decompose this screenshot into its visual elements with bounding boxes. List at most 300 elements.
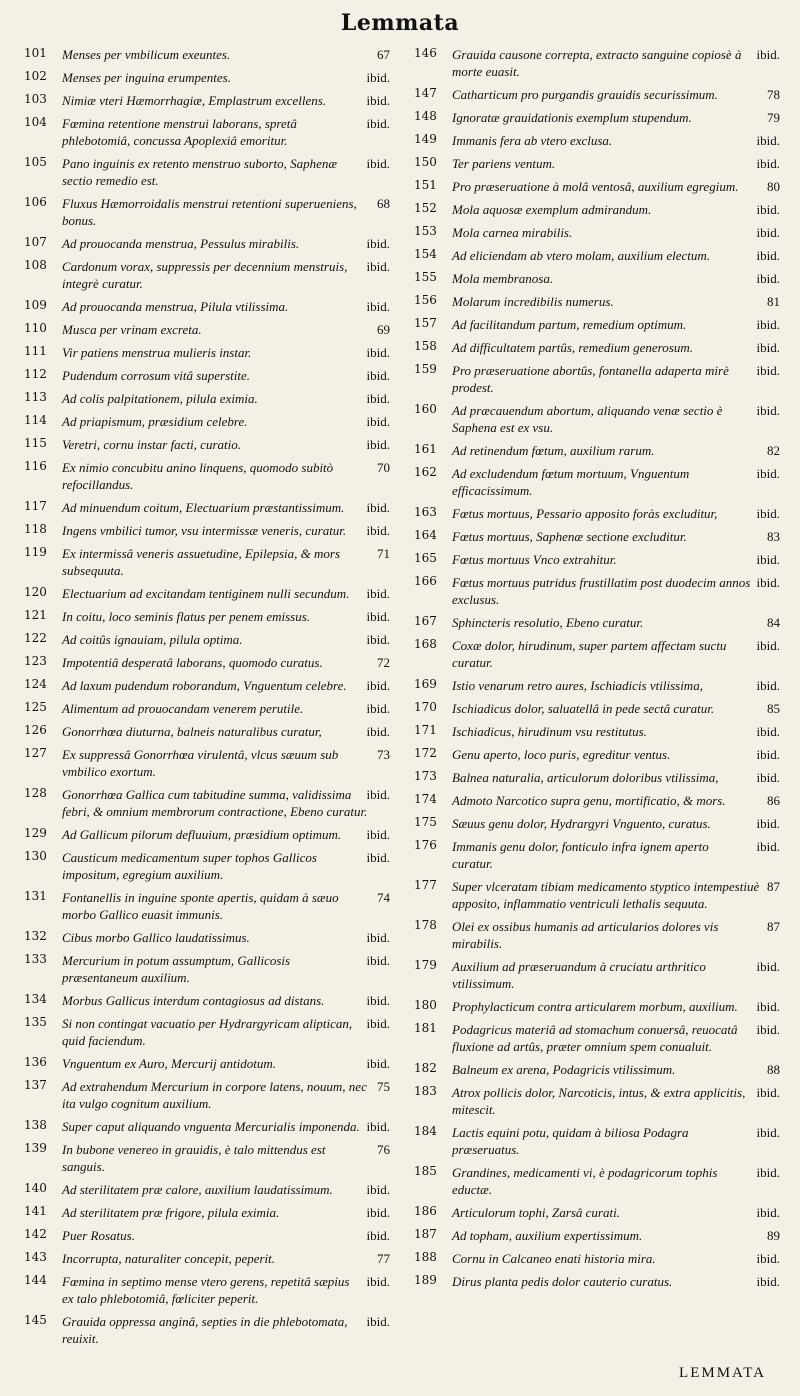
entry-number: 170 — [414, 700, 437, 714]
entry-body — [452, 1021, 780, 1055]
entry-body — [452, 442, 780, 459]
index-entry — [24, 1204, 390, 1221]
index-entry — [414, 201, 780, 218]
entry-number: 186 — [414, 1204, 437, 1218]
entry-text: Lactis equini potu, quidam à biliosa Podagra præseruatus. — [452, 1125, 689, 1157]
index-entry — [24, 1273, 390, 1307]
entry-page-ref: ibid. — [756, 1274, 780, 1289]
entry-body — [452, 1061, 780, 1078]
index-entry — [414, 677, 780, 694]
entry-body — [452, 769, 780, 786]
entry-body — [452, 132, 780, 149]
entry-body — [62, 69, 390, 86]
entry-number: 117 — [24, 499, 47, 513]
entry-page-ref: ibid. — [366, 787, 390, 802]
entry-text: Ex suppressâ Gonorrhœa virulentâ, vlcus sæuum sub vmbilico exortum. — [62, 747, 339, 779]
index-entry — [414, 1124, 780, 1158]
entry-text: Super vlceratam tibiam medicamento styptico intempestiuè apposito, inflammatio ventriculi lethalis sequuta. — [452, 879, 760, 911]
entry-text: Genu aperto, loco puris, egreditur ventus. — [452, 747, 671, 762]
entry-page-ref: ibid. — [756, 225, 780, 240]
index-entry — [414, 109, 780, 126]
entry-page-ref: ibid. — [756, 959, 780, 974]
entry-body — [62, 1313, 390, 1347]
entry-text: Ad difficultatem partûs, remedium generosum. — [452, 340, 693, 355]
entry-page-ref: ibid. — [366, 500, 390, 515]
entry-body — [452, 1124, 780, 1158]
entry-page-ref: ibid. — [756, 678, 780, 693]
entry-text: Ad coitûs ignauiam, pilula optima. — [62, 632, 243, 647]
entry-text: Ad laxum pudendum roborandum, Vnguentum celebre. — [62, 678, 347, 693]
index-entry — [414, 442, 780, 459]
entry-body — [62, 585, 390, 602]
entry-text: Ad facilitandum partum, remedium optimum. — [452, 317, 687, 332]
entry-number: 180 — [414, 998, 437, 1012]
index-entry — [414, 402, 780, 436]
entry-number: 146 — [414, 46, 437, 60]
index-entry — [24, 889, 390, 923]
entry-page-ref: ibid. — [366, 1228, 390, 1243]
entry-body — [62, 522, 390, 539]
index-column-left — [24, 46, 390, 1353]
index-entry — [24, 1118, 390, 1135]
entry-text: Mola aquosæ exemplum admirandum. — [452, 202, 652, 217]
entry-text: Ad topham, auxilium expertissimum. — [452, 1228, 643, 1243]
entry-body — [62, 155, 390, 189]
entry-body — [452, 201, 780, 218]
entry-page-ref: ibid. — [756, 506, 780, 521]
index-entry — [414, 998, 780, 1015]
index-entry — [414, 465, 780, 499]
entry-page-ref: ibid. — [756, 747, 780, 762]
index-entry — [24, 522, 390, 539]
entry-number: 149 — [414, 132, 437, 146]
entry-text: Ad excludendum fœtum mortuum, Vnguentum efficacissimum. — [452, 466, 690, 498]
entry-body — [452, 293, 780, 310]
entry-number: 112 — [24, 367, 47, 381]
entry-body — [62, 826, 390, 843]
entry-number: 124 — [24, 677, 47, 691]
entry-number: 174 — [414, 792, 437, 806]
entry-number: 133 — [24, 952, 47, 966]
entry-body — [62, 390, 390, 407]
entry-page-ref: 71 — [377, 546, 390, 561]
entry-text: Admoto Narcotico supra genu, mortificatio, & mors. — [452, 793, 726, 808]
index-entry — [24, 1015, 390, 1049]
entry-body — [452, 815, 780, 832]
entry-body — [62, 700, 390, 717]
entry-page-ref: ibid. — [366, 368, 390, 383]
entry-body — [452, 109, 780, 126]
entry-text: Pro præseruatione abortûs, fontanella adaperta mirè prodest. — [452, 363, 729, 395]
entry-number: 110 — [24, 321, 47, 335]
index-entry — [414, 918, 780, 952]
entry-number: 169 — [414, 677, 437, 691]
entry-text: Fœtus mortuus, Saphenæ sectione excluditur. — [452, 529, 687, 544]
entry-text: Dirus planta pedis dolor cauterio curatus. — [452, 1274, 673, 1289]
entry-text: Fœtus mortuus, Pessario apposito foràs excluditur, — [452, 506, 718, 521]
entry-number: 115 — [24, 436, 47, 450]
entry-body — [62, 459, 390, 493]
entry-text: Pano inguinis ex retento menstruo suborto, Saphenæ sectio remedio est. — [62, 156, 338, 188]
entry-number: 128 — [24, 786, 47, 800]
entry-page-ref: ibid. — [366, 1182, 390, 1197]
entry-page-ref: 87 — [767, 919, 780, 934]
index-entry — [24, 1078, 390, 1112]
entry-body — [452, 746, 780, 763]
index-entry — [24, 992, 390, 1009]
entry-number: 129 — [24, 826, 47, 840]
entry-text: Fœmina retentione menstrui laborans, spretâ phlebotomiâ, concussa Apoplexiâ emoritur. — [62, 116, 297, 148]
entry-text: Ad Gallicum pilorum defluuium, præsidium optimum. — [62, 827, 342, 842]
entry-page-ref: ibid. — [756, 839, 780, 854]
index-entry — [414, 700, 780, 717]
entry-number: 173 — [414, 769, 437, 783]
entry-page-ref: ibid. — [366, 116, 390, 131]
entry-body — [452, 224, 780, 241]
index-entry — [414, 551, 780, 568]
entry-page-ref: ibid. — [756, 552, 780, 567]
entry-body — [62, 1227, 390, 1244]
entry-body — [62, 1273, 390, 1307]
entry-body — [452, 155, 780, 172]
entry-text: Puer Rosatus. — [62, 1228, 135, 1243]
entry-number: 139 — [24, 1141, 47, 1155]
entry-number: 153 — [414, 224, 437, 238]
entry-body — [62, 92, 390, 109]
entry-text: Catharticum pro purgandis grauidis securissimum. — [452, 87, 718, 102]
index-entry — [24, 367, 390, 384]
entry-page-ref: 82 — [767, 443, 780, 458]
entry-number: 108 — [24, 258, 47, 272]
entry-number: 120 — [24, 585, 47, 599]
entry-page-ref: 87 — [767, 879, 780, 894]
index-entry — [24, 746, 390, 780]
entry-page-ref: 80 — [767, 179, 780, 194]
index-entry — [414, 155, 780, 172]
index-entry — [414, 815, 780, 832]
entry-number: 155 — [414, 270, 437, 284]
entry-number: 136 — [24, 1055, 47, 1069]
entry-text: Immanis fera ab vtero exclusa. — [452, 133, 613, 148]
entry-page-ref: ibid. — [366, 414, 390, 429]
entry-text: Gonorrhœa diuturna, balneis naturalibus curatur, — [62, 724, 322, 739]
entry-page-ref: ibid. — [756, 770, 780, 785]
entry-page-ref: ibid. — [756, 638, 780, 653]
entry-text: Menses per inguina erumpentes. — [62, 70, 231, 85]
entry-page-ref: ibid. — [756, 156, 780, 171]
entry-number: 189 — [414, 1273, 437, 1287]
entry-page-ref: ibid. — [756, 1251, 780, 1266]
entry-body — [452, 339, 780, 356]
entry-body — [452, 998, 780, 1015]
entry-text: Balnea naturalia, articulorum doloribus vtilissima, — [452, 770, 719, 785]
entry-text: Alimentum ad prouocandam venerem perutile. — [62, 701, 304, 716]
index-entry — [414, 132, 780, 149]
entry-text: Nimiæ vteri Hæmorrhagiæ, Emplastrum excellens. — [62, 93, 327, 108]
entry-body — [62, 46, 390, 63]
entry-text: Grauida causone correpta, extracto sanguine copiosè à morte euasit. — [452, 47, 742, 79]
entry-text: Molarum incredibilis numerus. — [452, 294, 614, 309]
entry-page-ref: ibid. — [756, 816, 780, 831]
entry-number: 168 — [414, 637, 437, 651]
entry-page-ref: ibid. — [366, 1016, 390, 1031]
index-entry — [414, 614, 780, 631]
entry-page-ref: ibid. — [756, 1022, 780, 1037]
entry-text: Fœmina in septimo mense vtero gerens, repetitâ sæpius ex talo phlebotomiâ, fœliciter peperit. — [62, 1274, 350, 1306]
index-entry — [24, 195, 390, 229]
entry-text: Prophylacticum contra articularem morbum, auxilium. — [452, 999, 738, 1014]
entry-text: Cornu in Calcaneo enati historia mira. — [452, 1251, 656, 1266]
entry-number: 151 — [414, 178, 437, 192]
entry-number: 175 — [414, 815, 437, 829]
entry-number: 103 — [24, 92, 47, 106]
entry-number: 183 — [414, 1084, 437, 1098]
entry-text: Menses per vmbilicum exeuntes. — [62, 47, 231, 62]
entry-body — [62, 413, 390, 430]
entry-page-ref: 67 — [377, 47, 390, 62]
entry-number: 102 — [24, 69, 47, 83]
entry-page-ref: 73 — [377, 747, 390, 762]
entry-page-ref: ibid. — [756, 271, 780, 286]
entry-body — [452, 574, 780, 608]
index-entry — [24, 929, 390, 946]
entry-body — [452, 614, 780, 631]
index-entry — [414, 637, 780, 671]
entry-page-ref: ibid. — [756, 1125, 780, 1140]
entry-number: 157 — [414, 316, 437, 330]
entry-page-ref: ibid. — [366, 236, 390, 251]
entry-number: 165 — [414, 551, 437, 565]
entry-page-ref: ibid. — [366, 523, 390, 538]
entry-text: Ad prouocanda menstrua, Pessulus mirabilis. — [62, 236, 300, 251]
entry-body — [452, 528, 780, 545]
entry-number: 104 — [24, 115, 47, 129]
entry-page-ref: ibid. — [366, 827, 390, 842]
entry-body — [62, 298, 390, 315]
entry-text: Auxilium ad præseruandum à cruciatu arthritico vtilissimum. — [452, 959, 706, 991]
entry-page-ref: ibid. — [366, 1274, 390, 1289]
entry-page-ref: 74 — [377, 890, 390, 905]
index-entry — [414, 293, 780, 310]
index-entry — [414, 1227, 780, 1244]
entry-number: 119 — [24, 545, 47, 559]
index-entry — [414, 838, 780, 872]
entry-number: 106 — [24, 195, 47, 209]
entry-body — [452, 1164, 780, 1198]
entry-text: Causticum medicamentum super tophos Gallicos impositum, egregium auxilium. — [62, 850, 317, 882]
entry-text: Cibus morbo Gallico laudatissimus. — [62, 930, 250, 945]
entry-body — [452, 723, 780, 740]
entry-text: Ischiadicus, hirudinum vsu restitutus. — [452, 724, 647, 739]
entry-body — [62, 1204, 390, 1221]
entry-number: 177 — [414, 878, 437, 892]
entry-text: Ignoratæ grauidationis exemplum stupendum. — [452, 110, 692, 125]
entry-text: Incorrupta, naturaliter concepit, peperit. — [62, 1251, 276, 1266]
index-entry — [414, 270, 780, 287]
entry-page-ref: ibid. — [756, 1085, 780, 1100]
entry-page-ref: 69 — [377, 322, 390, 337]
entry-body — [62, 258, 390, 292]
entry-page-ref: ibid. — [366, 953, 390, 968]
index-entry — [414, 86, 780, 103]
entry-page-ref: ibid. — [756, 317, 780, 332]
index-entry — [24, 631, 390, 648]
entry-page-ref: 78 — [767, 87, 780, 102]
index-entry — [24, 654, 390, 671]
entry-text: Grandines, medicamenti vi, è podagricorum tophis eductæ. — [452, 1165, 718, 1197]
entry-text: Ad retinendum fœtum, auxilium rarum. — [452, 443, 655, 458]
entry-text: Fœtus mortuus putridus frustillatim post duodecim annos exclusus. — [452, 575, 751, 607]
index-entry — [24, 344, 390, 361]
index-entry — [414, 247, 780, 264]
entry-page-ref: ibid. — [366, 299, 390, 314]
entry-text: Ad extrahendum Mercurium in corpore latens, nouum, nec ita vulgo cognitum auxilium. — [62, 1079, 367, 1111]
index-entry — [24, 677, 390, 694]
index-entry — [24, 499, 390, 516]
entry-page-ref: 86 — [767, 793, 780, 808]
entry-number: 141 — [24, 1204, 47, 1218]
index-entry — [414, 505, 780, 522]
entry-number: 147 — [414, 86, 437, 100]
index-entry — [24, 459, 390, 493]
entry-body — [452, 1227, 780, 1244]
index-entry — [414, 723, 780, 740]
catchword: LEMMATA — [679, 1365, 766, 1381]
entry-number: 187 — [414, 1227, 437, 1241]
entry-page-ref: ibid. — [366, 678, 390, 693]
entry-page-ref: ibid. — [756, 1165, 780, 1180]
index-entry — [24, 1313, 390, 1347]
entry-page-ref: 76 — [377, 1142, 390, 1157]
index-entry — [24, 390, 390, 407]
index-entry — [414, 1021, 780, 1055]
entry-text: Pro præseruatione à molâ ventosâ, auxilium egregium. — [452, 179, 739, 194]
entry-page-ref: ibid. — [366, 391, 390, 406]
index-entry — [24, 1141, 390, 1175]
entry-text: Ischiadicus dolor, saluatellâ in pede sectâ curatur. — [452, 701, 715, 716]
entry-number: 164 — [414, 528, 437, 542]
entry-page-ref: 85 — [767, 701, 780, 716]
index-entry — [414, 1084, 780, 1118]
entry-body — [452, 316, 780, 333]
index-entry — [24, 1055, 390, 1072]
entry-body — [62, 631, 390, 648]
entry-number: 154 — [414, 247, 437, 261]
entry-page-ref: ibid. — [756, 1205, 780, 1220]
entry-body — [62, 746, 390, 780]
entry-number: 179 — [414, 958, 437, 972]
entry-body — [452, 247, 780, 264]
entry-number: 121 — [24, 608, 47, 622]
entry-text: Morbus Gallicus interdum contagiosus ad distans. — [62, 993, 325, 1008]
entry-body — [452, 637, 780, 671]
index-entry — [24, 258, 390, 292]
entry-page-ref: ibid. — [366, 850, 390, 865]
entry-body — [62, 344, 390, 361]
entry-body — [62, 889, 390, 923]
entry-page-ref: ibid. — [756, 133, 780, 148]
index-entry — [24, 1227, 390, 1244]
entry-text: Ad eliciendam ab vtero molam, auxilium electum. — [452, 248, 711, 263]
index-entry — [24, 436, 390, 453]
entry-text: Ex nimio concubitu anino linquens, quomodo subitò refocillandus. — [62, 460, 334, 492]
entry-number: 126 — [24, 723, 47, 737]
index-entry — [414, 339, 780, 356]
entry-text: Gonorrhœa Gallica cum tabitudine summa, validissima febri, & omnium membrorum contractione, Ebeno curatur. — [62, 787, 368, 819]
entry-page-ref: ibid. — [756, 363, 780, 378]
entry-text: Mola carnea mirabilis. — [452, 225, 573, 240]
entry-page-ref: ibid. — [756, 202, 780, 217]
index-entry — [414, 178, 780, 195]
entry-body — [452, 551, 780, 568]
entry-page-ref: ibid. — [756, 248, 780, 263]
entry-number: 171 — [414, 723, 437, 737]
entry-body — [452, 178, 780, 195]
entry-text: Olei ex ossibus humanis ad articularios dolores vis mirabilis. — [452, 919, 719, 951]
entry-text: Super caput aliquando vnguenta Mercurialis imponenda. — [62, 1119, 360, 1134]
entry-number: 107 — [24, 235, 47, 249]
entry-text: In coitu, loco seminis flatus per penem emissus. — [62, 609, 311, 624]
entry-body — [452, 1273, 780, 1290]
entry-page-ref: 77 — [377, 1251, 390, 1266]
entry-body — [452, 700, 780, 717]
entry-number: 181 — [414, 1021, 437, 1035]
entry-body — [452, 505, 780, 522]
entry-page-ref: ibid. — [366, 632, 390, 647]
entry-number: 160 — [414, 402, 437, 416]
index-entry — [414, 1204, 780, 1221]
entry-body — [452, 270, 780, 287]
entry-number: 184 — [414, 1124, 437, 1138]
index-entry — [414, 1164, 780, 1198]
entry-page-ref: 88 — [767, 1062, 780, 1077]
entry-page-ref: ibid. — [366, 701, 390, 716]
entry-page-ref: ibid. — [756, 340, 780, 355]
entry-body — [452, 1084, 780, 1118]
entry-number: 109 — [24, 298, 47, 312]
index-entry — [24, 92, 390, 109]
entry-number: 148 — [414, 109, 437, 123]
entry-text: Atrox pollicis dolor, Narcoticis, intus, & extra applicitis, mitescit. — [452, 1085, 746, 1117]
index-entry — [24, 952, 390, 986]
entry-body — [452, 362, 780, 396]
entry-text: Mola membranosa. — [452, 271, 554, 286]
entry-body — [452, 838, 780, 872]
entry-number: 114 — [24, 413, 47, 427]
index-entry — [24, 786, 390, 820]
entry-text: Vnguentum ex Auro, Mercurij antidotum. — [62, 1056, 276, 1071]
index-entry — [24, 700, 390, 717]
entry-page-ref: ibid. — [366, 1314, 390, 1329]
entry-page-ref: ibid. — [366, 70, 390, 85]
entry-page-ref: ibid. — [366, 586, 390, 601]
index-entry — [414, 1250, 780, 1267]
entry-body — [62, 929, 390, 946]
index-column-right — [414, 46, 780, 1296]
entry-body — [62, 952, 390, 986]
entry-text: Ingens vmbilici tumor, vsu intermissæ veneris, curatur. — [62, 523, 347, 538]
index-entry — [24, 723, 390, 740]
entry-page-ref: ibid. — [756, 724, 780, 739]
entry-text: Ad colis palpitationem, pilula eximia. — [62, 391, 258, 406]
index-entry — [414, 574, 780, 608]
entry-text: Pudendum corrosum vitâ superstite. — [62, 368, 250, 383]
entry-number: 105 — [24, 155, 47, 169]
entry-text: Vir patiens menstrua mulieris instar. — [62, 345, 252, 360]
entry-page-ref: ibid. — [756, 47, 780, 62]
entry-number: 176 — [414, 838, 437, 852]
entry-body — [62, 1078, 390, 1112]
